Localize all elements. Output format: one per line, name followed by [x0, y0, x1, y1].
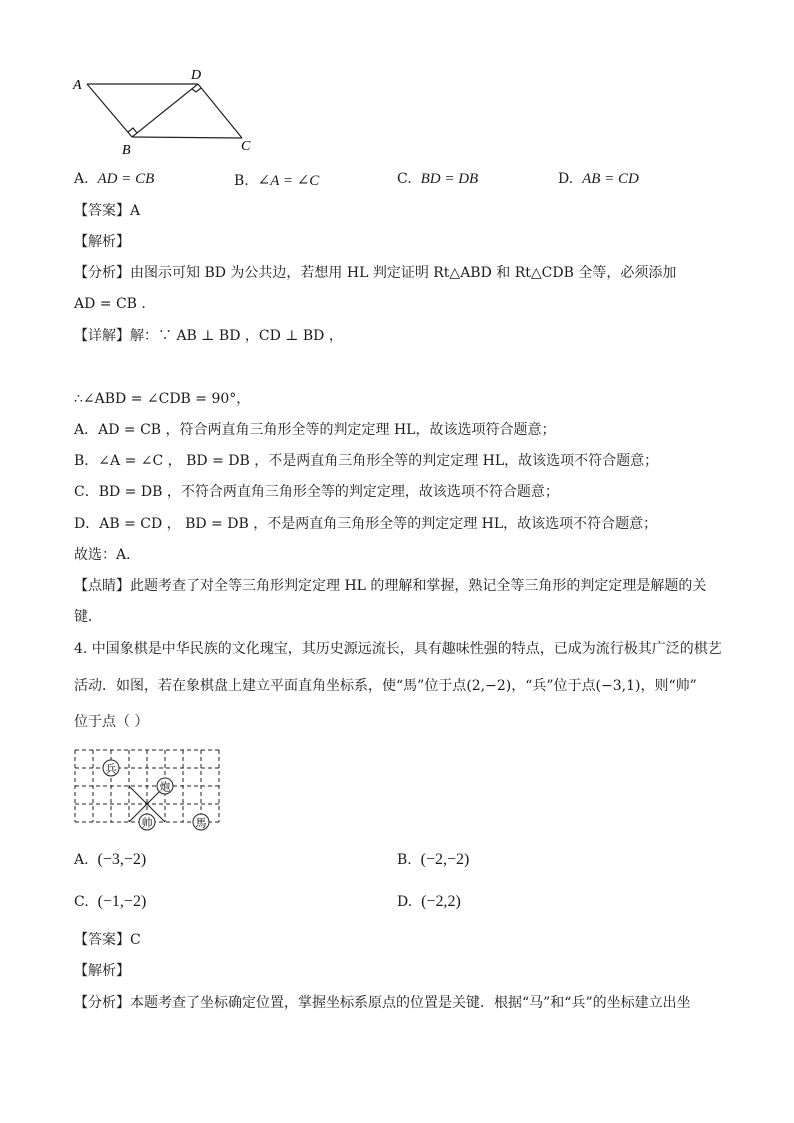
label-b: B: [122, 143, 131, 158]
option-expr: AD = CB: [97, 171, 155, 187]
q3-detail-b: B．∠A = ∠C ， BD = DB ，不是两直角三角形全等的判定定理 HL，故该选项不符合题意；: [74, 453, 659, 469]
q3-detail-line2: ∴∠ABD = ∠CDB = 90°，: [74, 391, 251, 407]
q3-choice: 故选：A．: [74, 547, 141, 563]
option-letter: D.: [397, 894, 413, 910]
chessboard-figure: [70, 745, 224, 831]
option-letter: A.: [74, 852, 89, 868]
option-expr: (−3,−2): [97, 851, 147, 868]
q3-detail-d: D．AB = CD ， BD = DB ，不是两直角三角形全等的判定定理 HL，故该选项不符合题意；: [74, 516, 658, 532]
svg-text:帅: 帅: [141, 817, 153, 830]
q4-stem-line3: 位于点（ ）: [74, 714, 149, 730]
q4-option-d[interactable]: [397, 893, 461, 911]
q4-analysis-head: 【解析】: [74, 963, 130, 979]
option-letter: B.: [234, 173, 249, 189]
svg-text:馬: 馬: [195, 817, 207, 830]
q4-fenxi-line1: 【分析】本题考查了坐标确定位置，掌握坐标系原点的位置是关键．根据“马”和“兵”的坐标建立出坐: [74, 995, 691, 1011]
q4-answer: 【答案】C: [74, 932, 141, 948]
option-expr: BD = DB: [420, 171, 479, 187]
q3-detail-line1: 【详解】解：∵ AB ⊥ BD ，CD ⊥ BD ，: [74, 328, 343, 344]
label-c: C: [241, 139, 251, 154]
q4-option-b[interactable]: [397, 851, 469, 869]
option-expr: (−2,2): [421, 893, 461, 910]
option-expr: ∠A = ∠C: [257, 173, 320, 189]
q3-fenxi-line2: AD = CB .: [74, 296, 146, 312]
label-d: D: [191, 68, 202, 83]
q3-dianjing-line1: 【点睛】此题考查了对全等三角形判定定理 HL 的理解和掌握，熟记全等三角形的判定定理是解题的关: [74, 578, 707, 594]
option-letter: B.: [397, 852, 412, 868]
svg-text:兵: 兵: [105, 763, 117, 776]
q3-answer: 【答案】A: [74, 203, 141, 219]
q3-option-d[interactable]: [558, 171, 639, 188]
q3-analysis-head: 【解析】: [74, 234, 130, 250]
option-expr: (−2,−2): [420, 851, 470, 868]
svg-text:炮: 炮: [159, 781, 171, 794]
q3-detail-c: C．BD = DB ，不符合两直角三角形全等的判定定理，故该选项不符合题意；: [74, 484, 559, 500]
option-expr: (−1,−2): [97, 893, 147, 910]
q4-option-c[interactable]: [74, 893, 146, 911]
option-letter: D.: [558, 171, 574, 187]
q3-option-a[interactable]: [74, 171, 154, 188]
q4-option-a[interactable]: [74, 851, 146, 869]
option-letter: C.: [74, 894, 89, 910]
option-letter: C.: [397, 171, 412, 187]
q3-dianjing-line2: 键．: [74, 609, 102, 625]
q3-detail-a: A．AD = CB ，符合两直角三角形全等的判定定理 HL，故该选项符合题意；: [74, 422, 556, 438]
piece-ma: [193, 814, 209, 830]
piece-bing: [103, 760, 119, 776]
label-a: A: [73, 78, 82, 93]
q3-fenxi-line1: 【分析】由图示可知 BD 为公共边，若想用 HL 判定证明 Rt△ABD 和 Rt△CDB 全等，必须添加: [74, 265, 677, 281]
piece-shuai: [139, 814, 155, 830]
option-expr: AB = CD: [582, 171, 639, 187]
q4-stem-line2: 活动．如图，若在象棋盘上建立平面直角坐标系，使“馬”位于点(2,−2)，“兵”位于点(−3,1)，则“帅”: [74, 678, 697, 694]
geometry-figure: [70, 66, 260, 158]
piece-pao: [157, 778, 173, 794]
q4-stem-line1: 4. 中国象棋是中华民族的文化瑰宝，其历史源远流长，具有趣味性强的特点，已成为流行极其广泛的棋艺: [74, 641, 722, 657]
q3-option-b[interactable]: [234, 171, 319, 190]
option-letter: A.: [74, 171, 89, 187]
q3-option-c[interactable]: [397, 171, 478, 188]
